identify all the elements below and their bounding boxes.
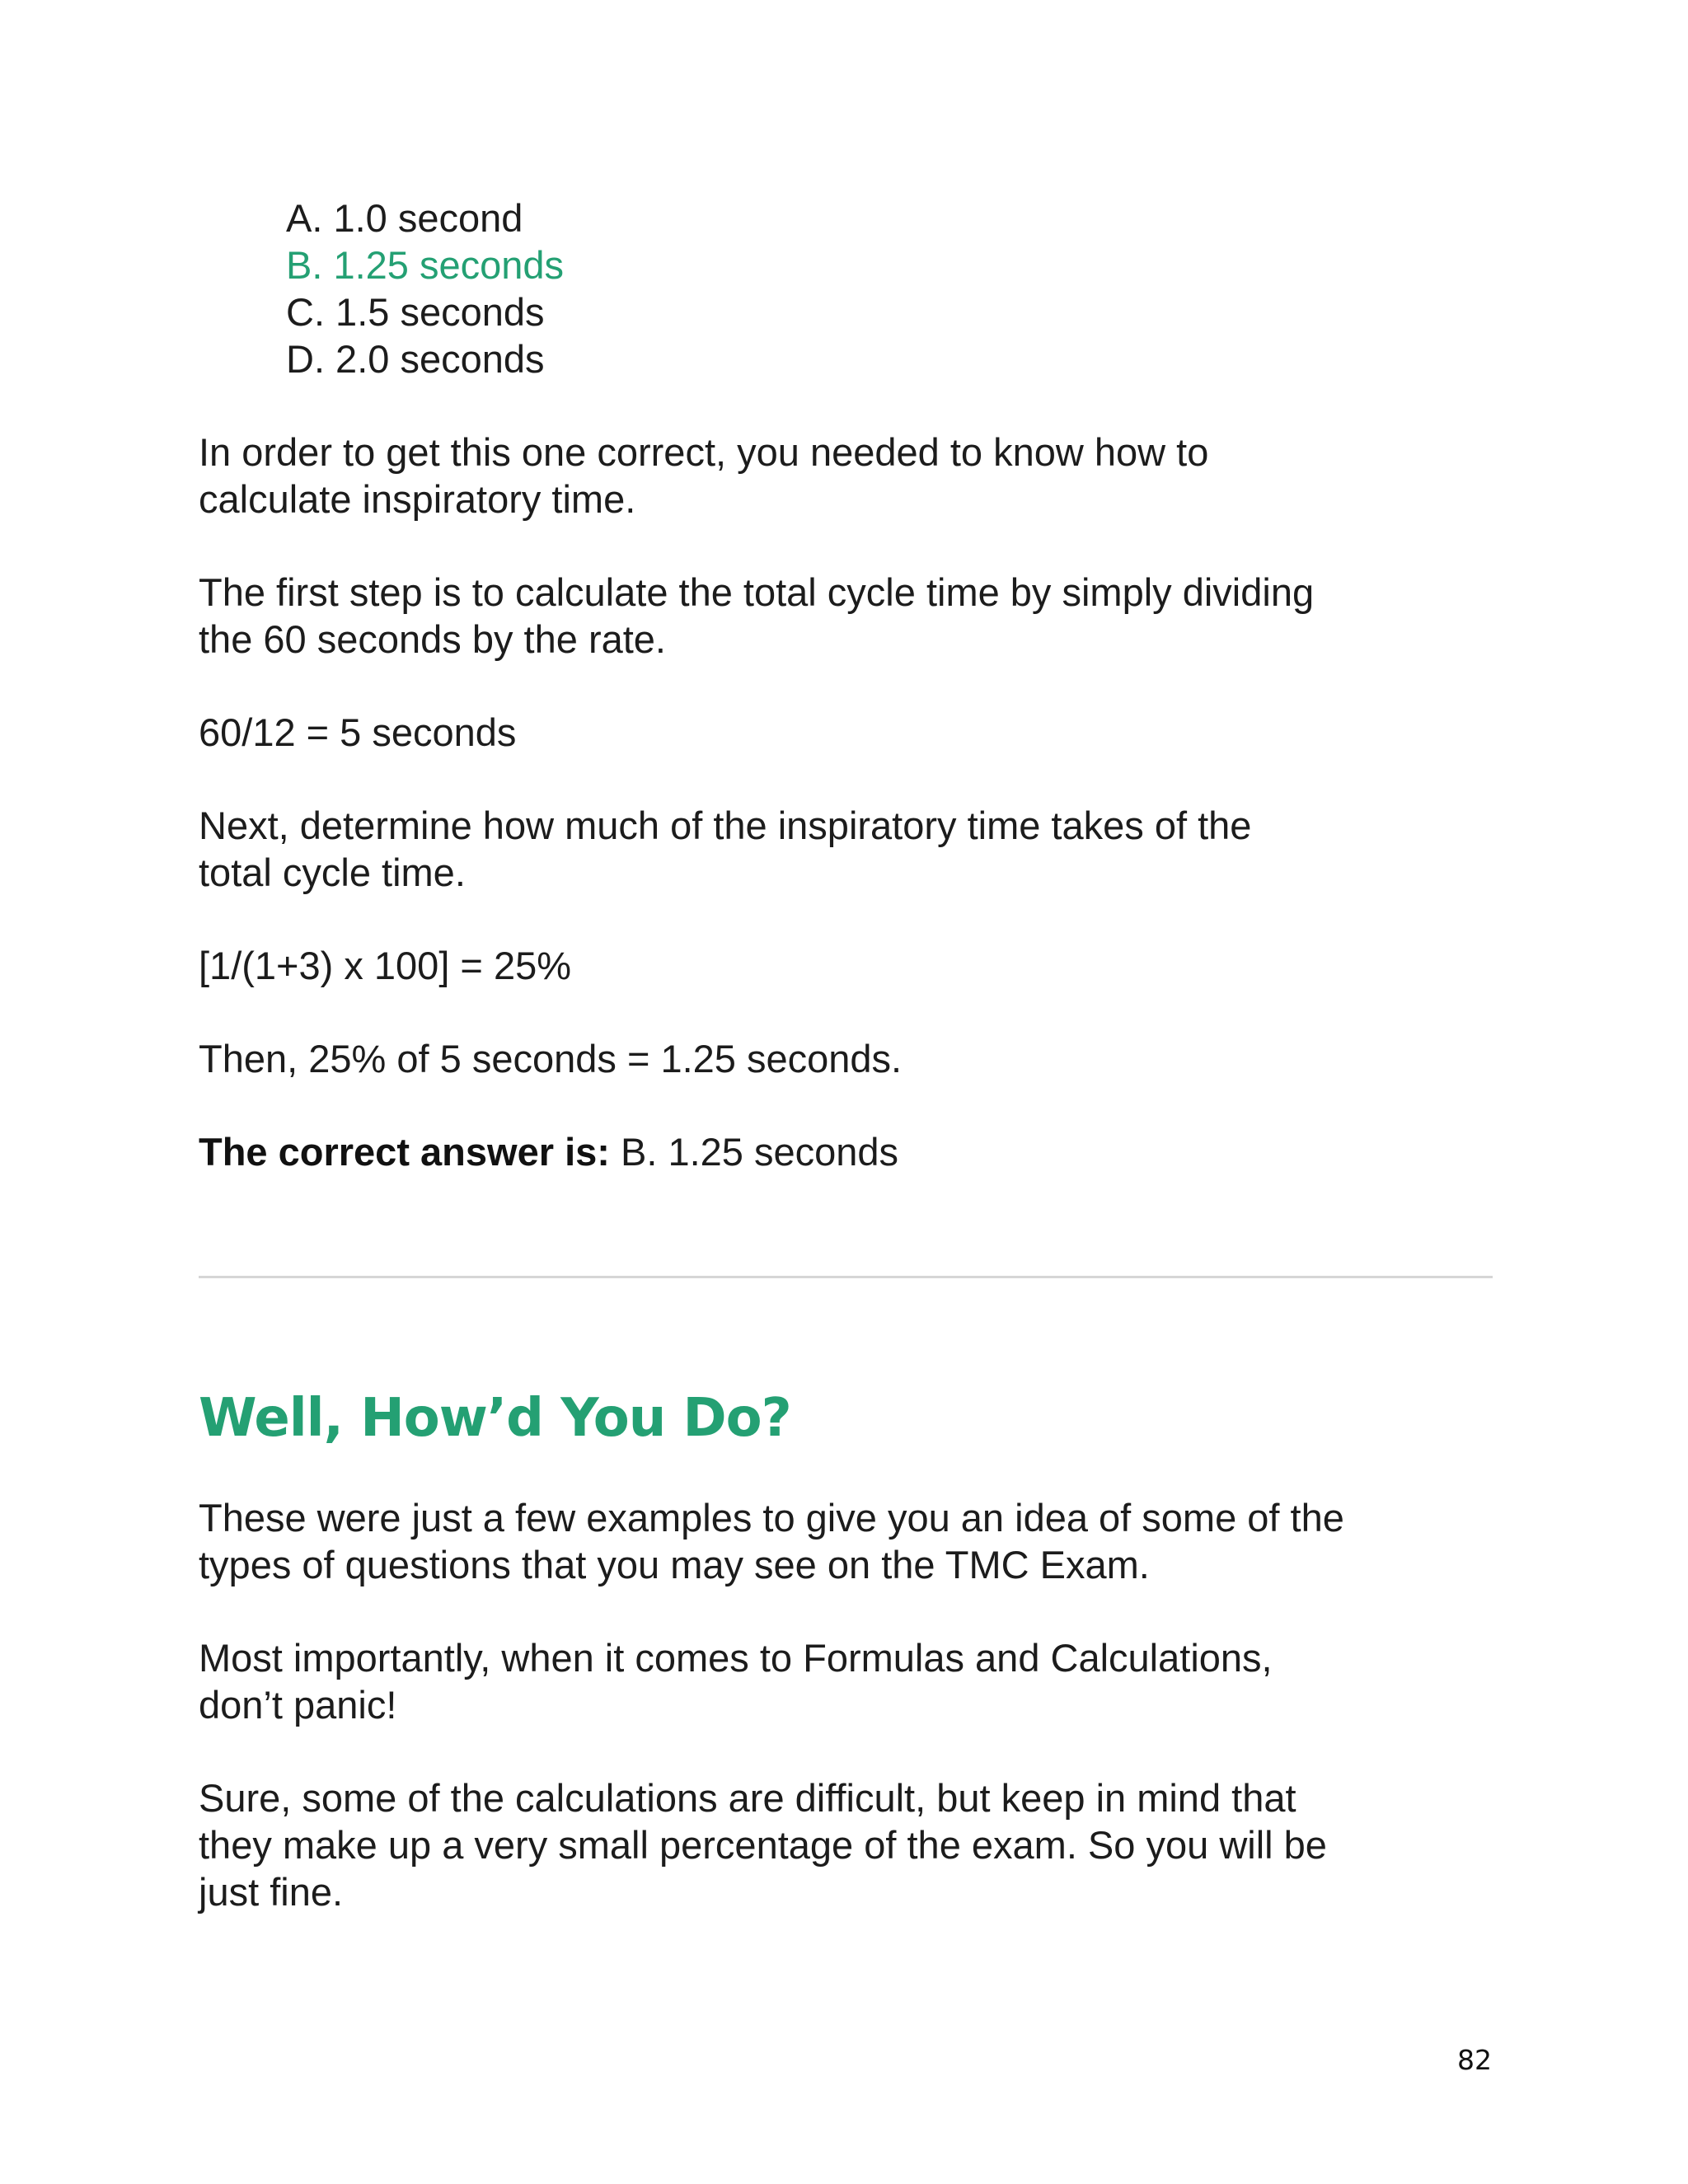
correct-answer-value: B. 1.25 seconds	[609, 1130, 899, 1174]
section-divider	[199, 1276, 1493, 1278]
paragraph-line: Sure, some of the calculations are difficult, but keep in mind that	[199, 1776, 1296, 1820]
step-two-paragraph	[199, 802, 1493, 896]
closing-section	[199, 1494, 1493, 1915]
option-d: D. 2.0 seconds	[286, 337, 545, 381]
step-one-line: The first step is to calculate the total cycle time by simply dividing	[199, 570, 1315, 614]
result-line: Then, 25% of 5 seconds = 1.25 seconds.	[199, 1037, 903, 1080]
answer-options-list	[286, 194, 1493, 382]
closing-paragraph-3	[199, 1774, 1493, 1915]
intro-line: calculate inspiratory time.	[199, 477, 636, 521]
percentage-formula: [1/(1+3) x 100] = 25%	[199, 944, 572, 987]
closing-paragraph-2	[199, 1634, 1493, 1728]
option-b-correct: B. 1.25 seconds	[286, 243, 565, 287]
cycle-time-formula: 60/12 = 5 seconds	[199, 710, 517, 754]
intro-paragraph	[199, 429, 1493, 523]
step-one-paragraph	[199, 569, 1493, 663]
step-one-line: the 60 seconds by the rate.	[199, 617, 666, 661]
paragraph-line: just fine.	[199, 1870, 344, 1914]
paragraph-line: types of questions that you may see on the TMC Exam.	[199, 1543, 1150, 1586]
paragraph-line: they make up a very small percentage of the exam. So you will be	[199, 1823, 1327, 1867]
intro-line: In order to get this one correct, you needed to know how to	[199, 430, 1209, 474]
paragraph-line: don’t panic!	[199, 1683, 397, 1727]
closing-paragraph-1	[199, 1494, 1493, 1588]
section-heading: Well, How’d You Do?	[199, 1388, 791, 1449]
correct-answer-line	[199, 1128, 1493, 1175]
option-c: C. 1.5 seconds	[286, 290, 545, 334]
page-number: 82	[1457, 2044, 1492, 2076]
option-a: A. 1.0 second	[286, 196, 523, 240]
step-two-line: total cycle time.	[199, 851, 466, 894]
paragraph-line: These were just a few examples to give you an idea of some of the	[199, 1496, 1344, 1540]
step-two-line: Next, determine how much of the inspiratory time takes of the	[199, 804, 1252, 847]
correct-answer-label: The correct answer is:	[199, 1130, 610, 1174]
answer-explanation	[199, 194, 1493, 1175]
paragraph-line: Most importantly, when it comes to Formulas and Calculations,	[199, 1636, 1273, 1680]
